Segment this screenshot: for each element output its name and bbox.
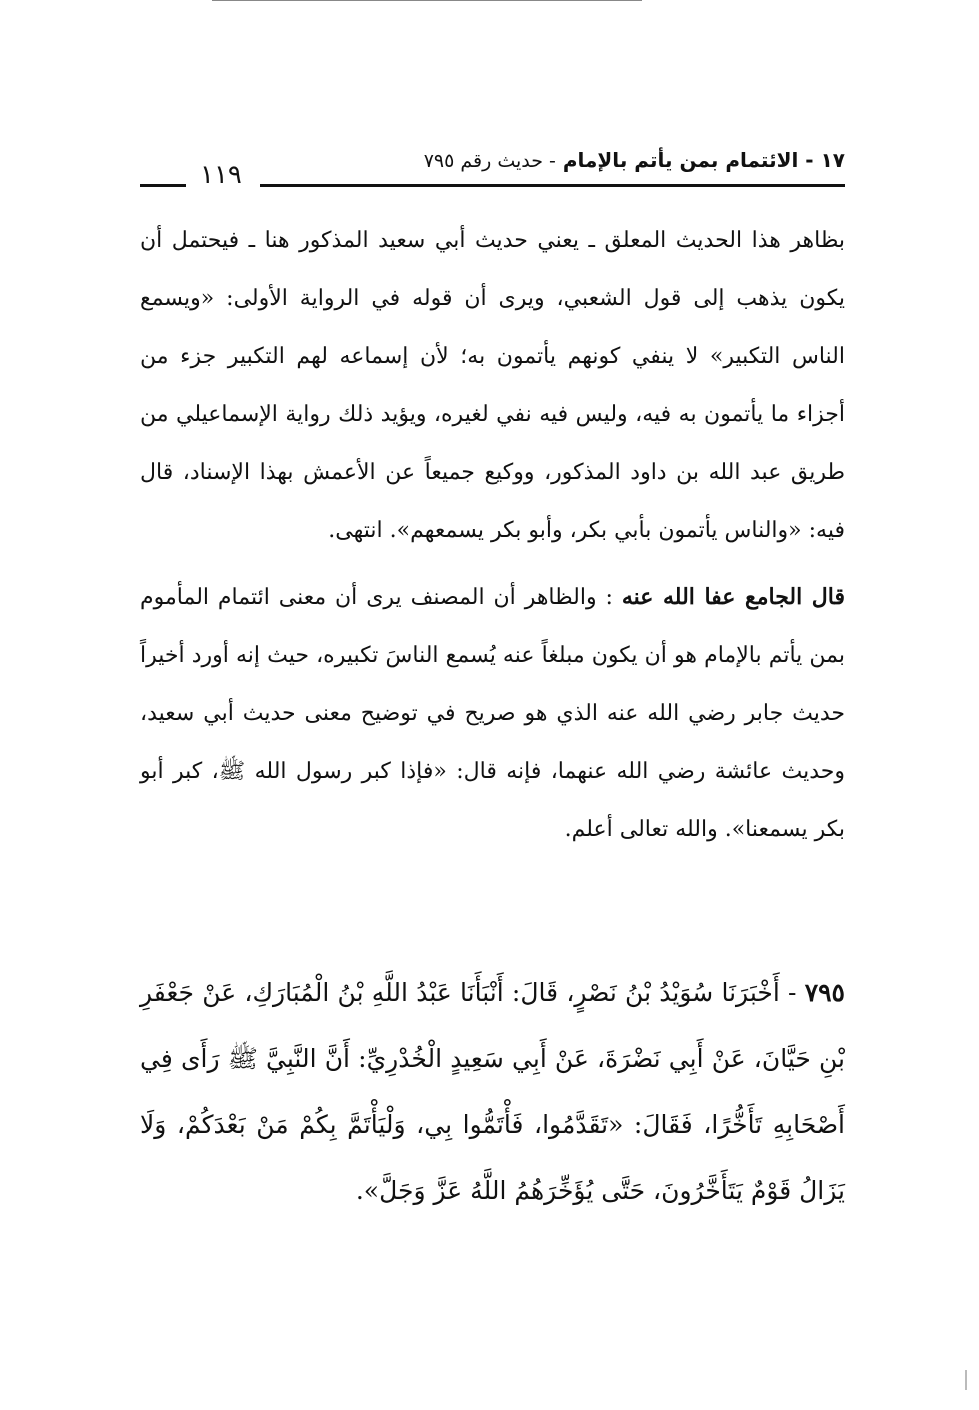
paragraph-2 — [140, 568, 845, 859]
hadith-reference: - حديث رقم ٧٩٥ — [423, 150, 556, 172]
commentary-text — [140, 212, 845, 859]
paragraph-1: بظاهر هذا الحديث المعلق ـ يعني حديث أبي سعيد المذكور هنا ـ فيحتمل أن يكون يذهب إلى قول الشعبي، ويرى أن قوله في الرواية الأولى: «ويسمع الناس التكبير» لا ينفي كونهم يأتمون به؛ لأن إسماعه لهم التكبير جزء من أجزاء ما يأتمون به فيه، وليس فيه نفي لغيره، ويؤيد ذلك رواية الإسماعيلي من طريق عبد الله بن داود المذكور، ووكيع جميعاً عن الأعمش بهذا الإسناد، قال فيه: «والناس يأتمون بأبي بكر، وأبو بكر يسمعهم». انتهى. — [140, 228, 845, 543]
running-header — [140, 140, 845, 200]
paragraph-2-text: : والظاهر أن المصنف يرى أن معنى ائتمام المأموم بمن يأتم بالإمام هو أن يكون مبلغاً عنه يُسمع الناسَ تكبيره، حيث إنه أورد أخيراً حديث جابر رضي الله عنه الذي هو صريح في توضيح معنى حديث أبي سعيد، وحديث عائشة رضي الله عنهما، فإنه قال: «فإذا كبر رسول الله ﷺ، كبر أبو بكر يسمعنا». والله تعالى أعلم. — [140, 585, 846, 842]
page-number: ١١٩ — [192, 160, 250, 190]
top-rule — [212, 0, 642, 1]
hadith-block — [140, 960, 845, 1224]
page-number-dash — [140, 184, 186, 187]
chapter-title — [424, 148, 845, 172]
scan-mark — [965, 1370, 967, 1390]
header-rule — [260, 184, 845, 187]
hadith-text: - أَخْبَرَنَا سُوَيْدُ بْنُ نَصْرٍ، قَالَ: أَنْبَأَنَا عَبْدُ اللَّهِ بْنُ الْمُبَارَكِ، عَنْ جَعْفَرِ بْنِ حَيَّانَ، عَنْ أَبِي نَضْرَةَ، عَنْ أَبِي سَعِيدٍ الْخُدْرِيِّ: أَنَّ النَّبِيَّ ﷺ رَأَى فِي أَصْحَابِهِ تَأَخُّرًا، فَقَالَ: «تَقَدَّمُوا، فَأْتَمُّوا بِي، وَلْيَأْتَمَّ بِكُمْ مَنْ بَعْدَكُمْ، وَلَا يَزَالُ قَوْمٌ يَتَأَخَّرُونَ، حَتَّى يُؤَخِّرَهُمُ اللَّهُ عَزَّ وَجَلَّ». — [140, 978, 845, 1205]
hadith-number: ٧٩٥ — [804, 978, 845, 1007]
compiler-remark-lead: قال الجامع عفا الله عنه — [621, 584, 846, 610]
chapter-title-text: ١٧ - الائتمام بمن يأتم بالإمام — [562, 148, 845, 172]
